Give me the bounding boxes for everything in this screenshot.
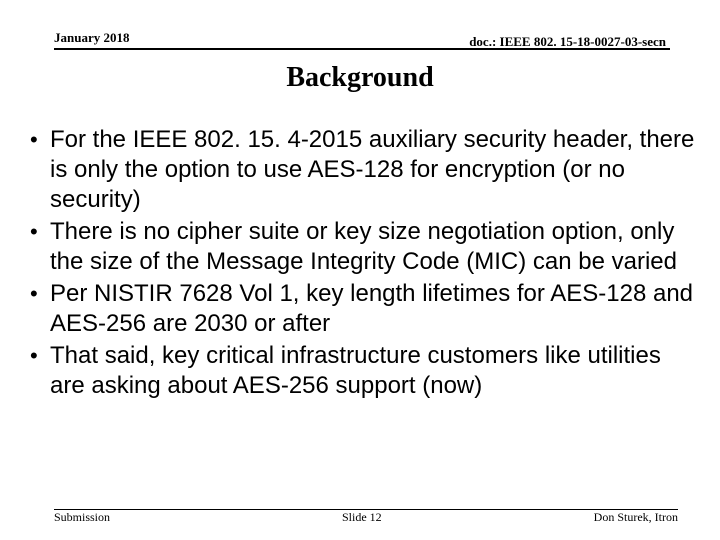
- bullet-item: [30, 341, 695, 401]
- bullet-dot-icon: •: [30, 219, 38, 244]
- bullet-text: Per NISTIR 7628 Vol 1, key length lifetimes for AES-128 and AES-256 are 2030 or after: [50, 280, 694, 337]
- bullet-dot-icon: •: [30, 127, 38, 152]
- bullet-item: [30, 217, 695, 277]
- bullet-item: [30, 125, 695, 215]
- footer-author: Don Sturek, Itron: [593, 510, 678, 524]
- header-date: January 2018: [54, 30, 130, 45]
- footer-submission: Submission: [54, 510, 111, 524]
- bullet-text: For the IEEE 802. 15. 4-2015 auxiliary security header, there is only the option to use AES-128 for encryption (or no security): [50, 126, 695, 213]
- bullet-dot-icon: •: [30, 281, 38, 306]
- header-divider: [54, 48, 670, 50]
- footer-slide-number: Slide 12: [342, 510, 382, 524]
- bullet-text: That said, key critical infrastructure customers like utilities are asking about AES-256 support (now): [50, 342, 661, 399]
- bullet-list: [30, 125, 695, 403]
- bullet-text: There is no cipher suite or key size negotiation option, only the size of the Message Integrity Code (MIC) can be varied: [50, 218, 677, 275]
- slide-title: Background: [286, 62, 434, 93]
- bullet-dot-icon: •: [30, 343, 38, 368]
- bullet-item: [30, 279, 695, 339]
- header-doc-id: doc.: IEEE 802. 15-18-0027-03-secn: [469, 34, 666, 49]
